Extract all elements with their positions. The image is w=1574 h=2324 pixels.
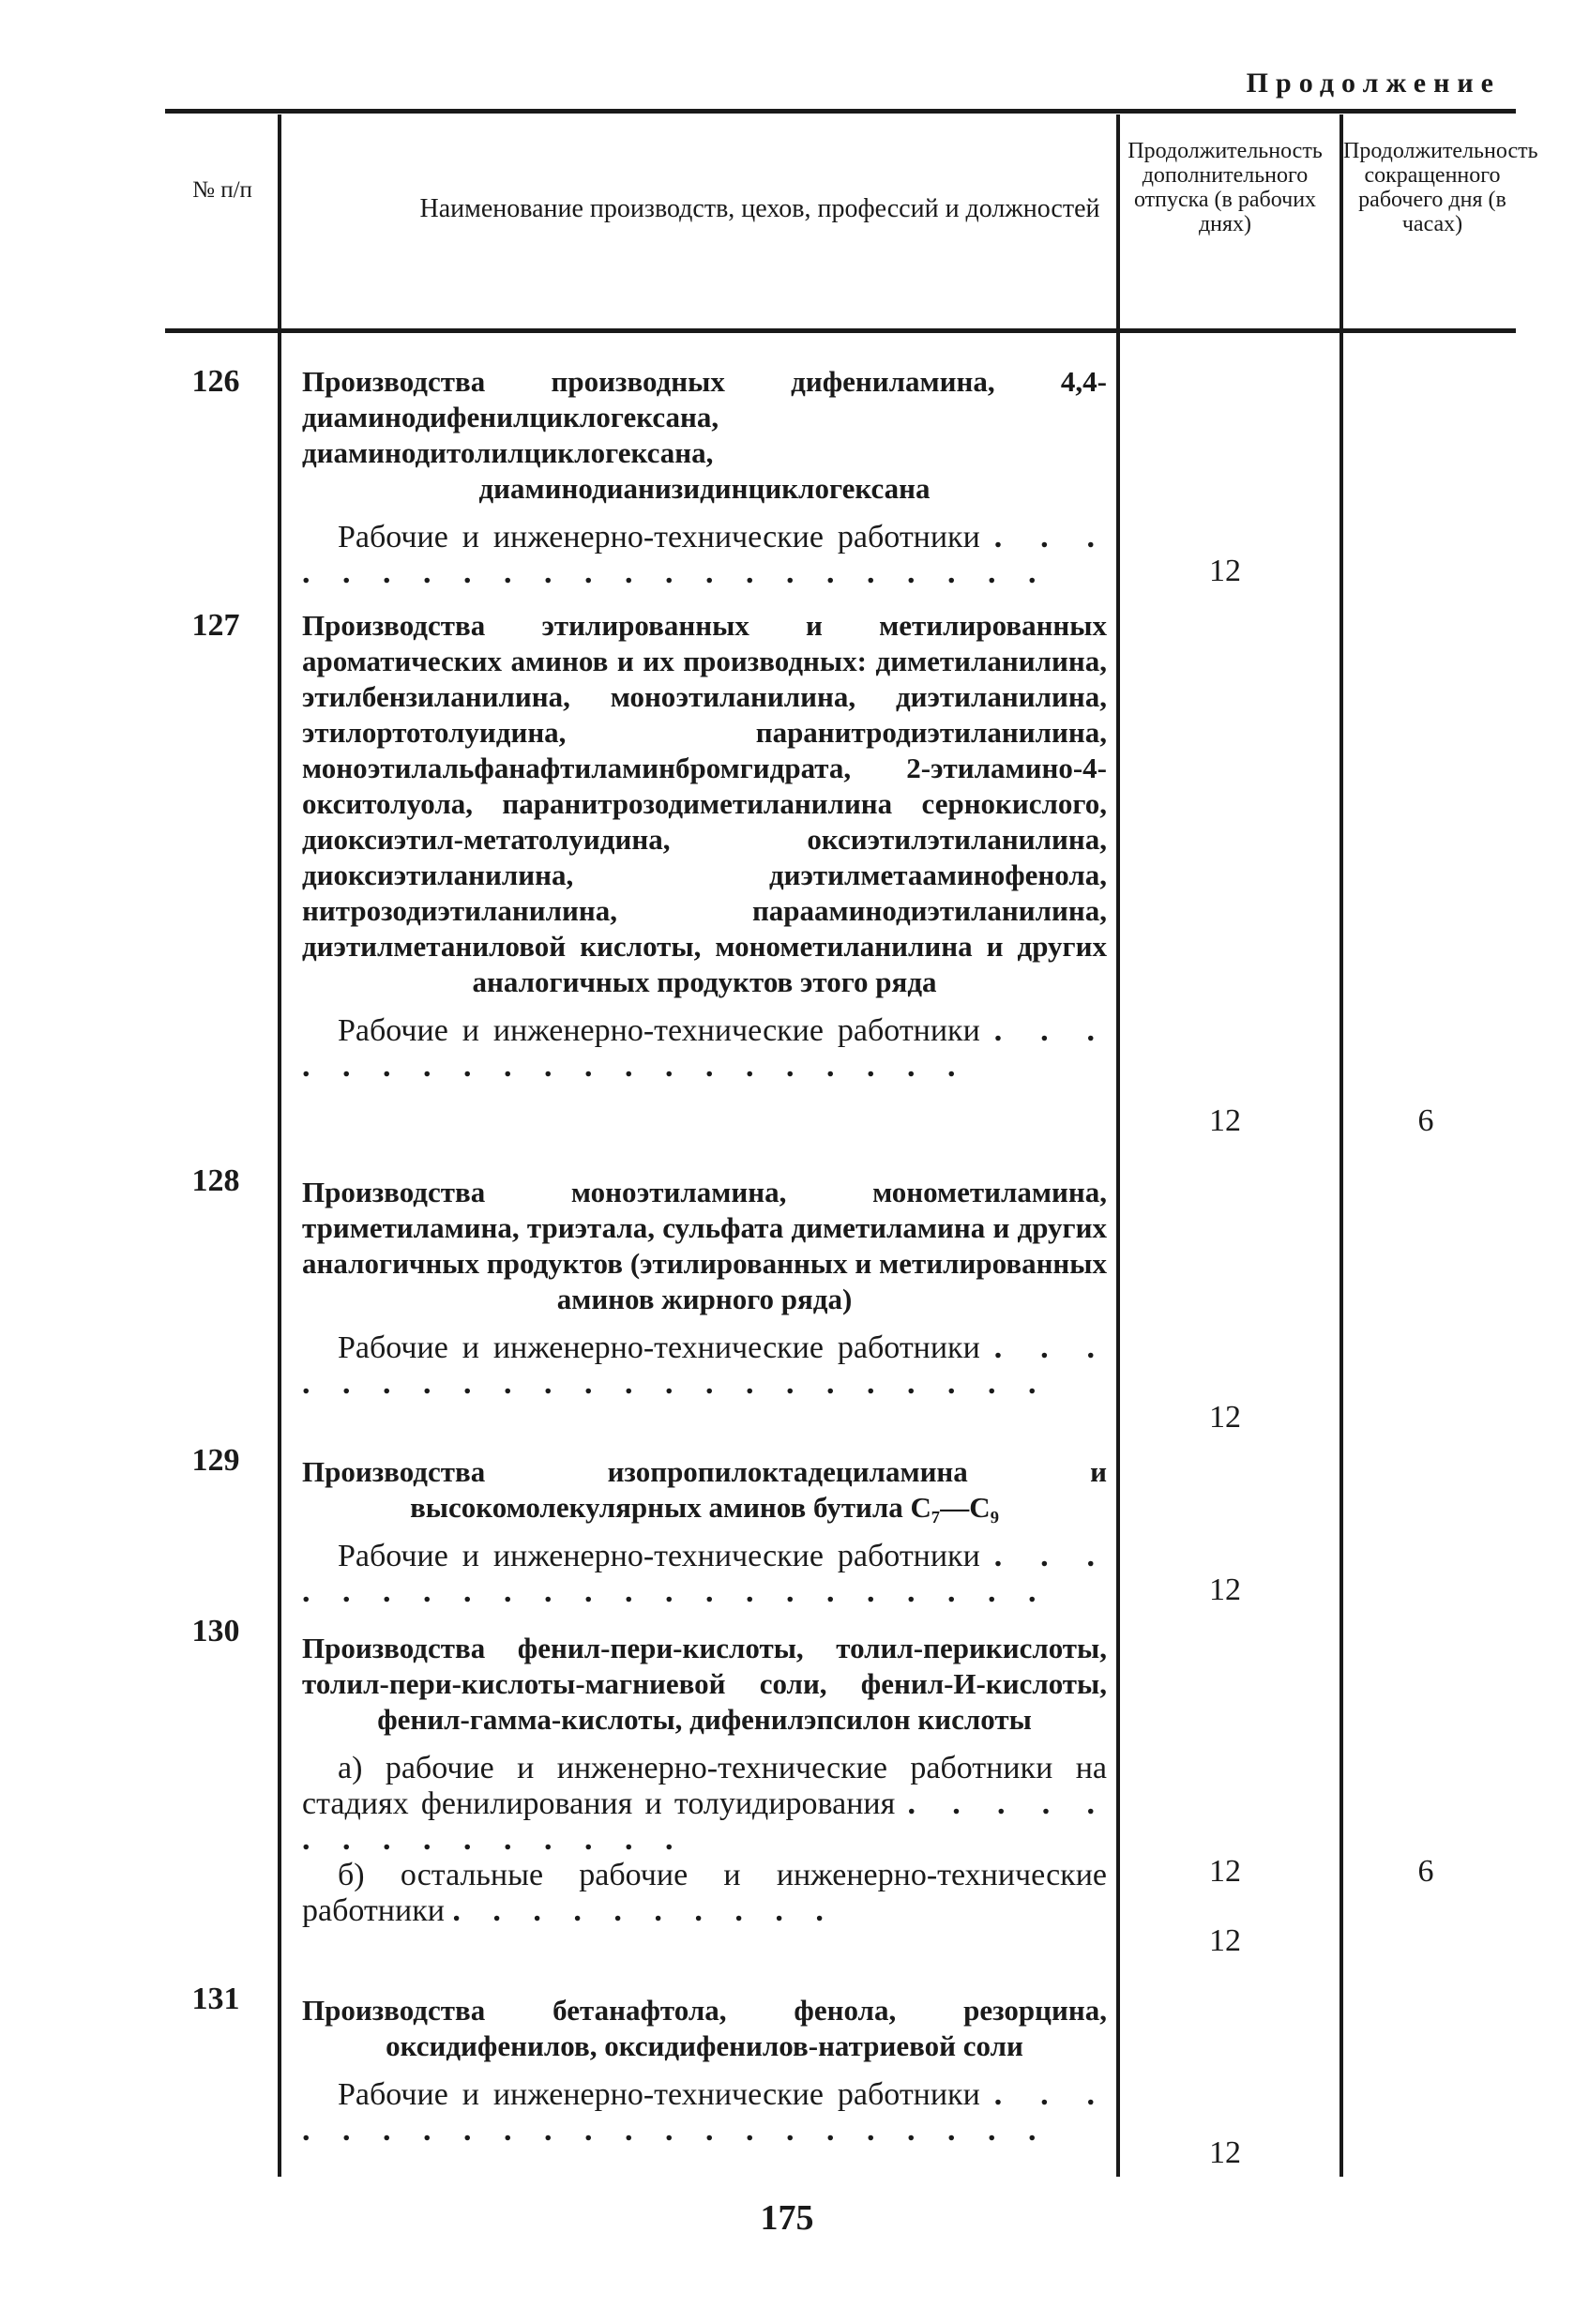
vacation-days-value: 12 — [1209, 1854, 1241, 1889]
table-header-rule — [165, 328, 1516, 333]
leader-dots: . . . . . . . . . . . . . . . . . . . . . . — [302, 2077, 1107, 2148]
vacation-days-value: 12 — [1209, 2135, 1241, 2170]
production-heading: Производства производных дифениламина, 4,4-диаминодифенилциклогексана, диаминодитолилциклогексана, диаминодианизидинциклогексана — [302, 365, 1107, 505]
leader-dots: . . . . . . . . . . . . . . . . . . . . — [302, 1013, 1107, 1084]
worker-category-text: а) рабочие и инженерно-технические работники на стадиях фенилирования и толуидирования — [302, 1751, 1107, 1821]
vacation-days-value: 12 — [1209, 554, 1241, 588]
short-day-hours-value: 6 — [1417, 1854, 1434, 1889]
column-divider-3 — [1339, 114, 1343, 2177]
row-number: 126 — [191, 364, 240, 399]
worker-category-text: Рабочие и инженерно-технические работники — [338, 1013, 980, 1048]
column-divider-2 — [1116, 114, 1120, 2177]
vacation-days-value: 12 — [1209, 1103, 1241, 1138]
row-number: 130 — [191, 1614, 240, 1648]
column-divider-1 — [278, 114, 281, 2177]
production-heading: Производства этилированных и метилированных ароматических аминов и их производных: диметиланилина, этилбензиланилина, моноэтиланилина, диэтиланилина, этилортотолуидина, паранитродиэтиланилина, моноэтилальфанафтиламинбромгидрата, 2-этиламино-4-окситолуола, паранитрозодиметиланилина сернокислого, диоксиэтил-метатолуидина, оксиэтилэтиланилина, диоксиэтиланилина, диэтилметааминофенола, нитрозодиэтиланилина, парааминодиэтиланилина, диэтилметаниловой кислоты, монометиланилина и других аналогичных продуктов этого ряда — [302, 609, 1107, 998]
table-row — [302, 1175, 1107, 1402]
worker-category-text: б) остальные рабочие и инженерно-технические работники — [302, 1858, 1107, 1928]
table-top-rule — [165, 109, 1516, 114]
row-number: 129 — [191, 1443, 240, 1478]
worker-category — [302, 1539, 1107, 1610]
worker-category — [302, 2077, 1107, 2149]
leader-dots: . . . . . . . . . . . . . . . . . . . . . . — [302, 1539, 1107, 1609]
worker-category — [302, 1858, 1107, 1929]
table-row — [302, 608, 1107, 1085]
row-number: 127 — [191, 608, 240, 643]
leader-dots: . . . . . . . . . . . . . . . . . . . . . . — [302, 1330, 1107, 1401]
table-row — [302, 1454, 1107, 1610]
worker-category — [302, 1330, 1107, 1402]
production-heading: Производства изопропилоктадециламина и высокомолекулярных аминов бутила C₇—C₉ — [302, 1455, 1107, 1524]
production-heading: Производства моноэтиламина, монометиламина, триметиламина, триэтала, сульфата диметиламина и других аналогичных продуктов (этилированных и метилированных аминов жирного ряда) — [302, 1176, 1107, 1315]
table-row — [302, 364, 1107, 591]
production-heading: Производства бетанафтола, фенола, резорцина, оксидифенилов, оксидифенилов-натриевой соли — [302, 1994, 1107, 2062]
leader-dots: . . . . . . . . . . . . . . . — [302, 1786, 1107, 1857]
leader-dots: . . . . . . . . . . — [452, 1893, 836, 1928]
row-number: 131 — [191, 1982, 240, 2016]
header-hours: Продолжительность сокращенного рабочего дня (в часах) — [1343, 139, 1538, 236]
production-heading: Производства фенил-пери-кислоты, толил-перикислоты, толил-пери-кислоты-магниевой соли, фенил-И-кислоты, фенил-гамма-кислоты, дифенилэпсилон кислоты — [302, 1632, 1107, 1736]
continued-label: Продолжение — [1246, 68, 1501, 99]
worker-category-text: Рабочие и инженерно-технические работники — [338, 2077, 980, 2112]
page-number: 175 — [760, 2198, 814, 2238]
worker-category-text: Рабочие и инженерно-технические работники — [338, 520, 980, 554]
vacation-days-value: 12 — [1209, 1400, 1241, 1435]
header-num: № п/п — [192, 177, 252, 203]
worker-category — [302, 1013, 1107, 1085]
vacation-days-value: 12 — [1209, 1923, 1241, 1958]
header-days: Продолжительность дополнительного отпуска (в рабочих днях) — [1128, 139, 1323, 236]
worker-category — [302, 1751, 1107, 1858]
header-name: Наименование производств, цехов, профессий и должностей — [419, 194, 1100, 223]
row-number: 128 — [191, 1163, 240, 1198]
short-day-hours-value: 6 — [1417, 1103, 1434, 1138]
leader-dots: . . . . . . . . . . . . . . . . . . . . . . — [302, 520, 1107, 590]
table-row — [302, 1993, 1107, 2149]
worker-category-text: Рабочие и инженерно-технические работники — [338, 1539, 980, 1573]
worker-category-text: Рабочие и инженерно-технические работники — [338, 1330, 980, 1365]
table-row — [302, 1631, 1107, 1929]
worker-category — [302, 520, 1107, 591]
vacation-days-value: 12 — [1209, 1572, 1241, 1607]
